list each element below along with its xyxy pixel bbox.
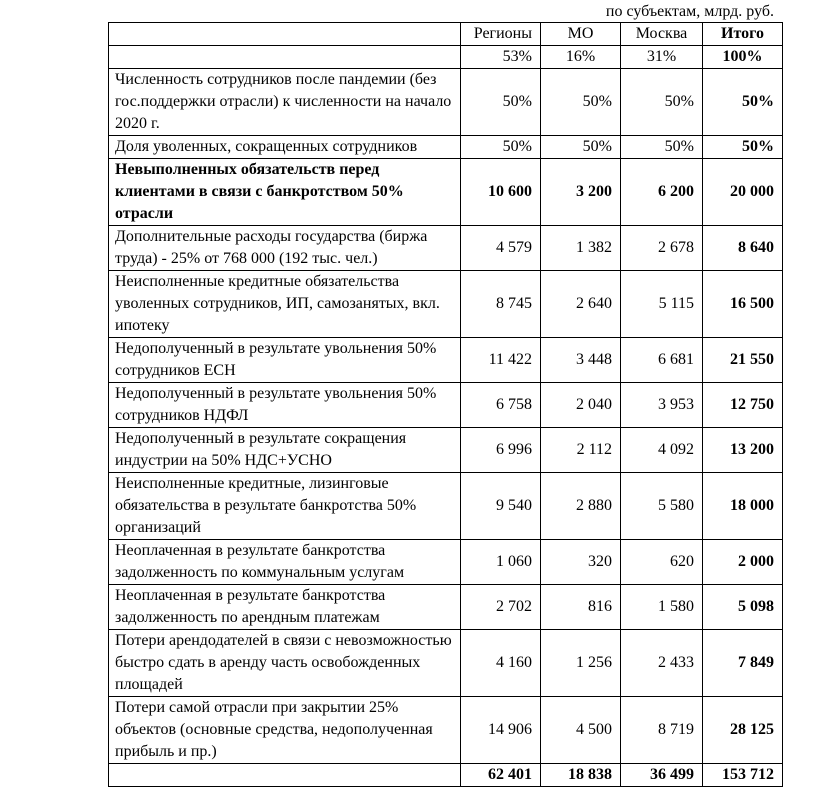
row-label: Численность сотрудников после пандемии (без гос.поддержки отрасли) к численности на начало 2020 г. [109, 69, 461, 136]
value-total: 21 550 [703, 338, 783, 383]
total-moscow: 36 499 [621, 764, 703, 787]
value-regions: 11 422 [461, 338, 541, 383]
row-label: Потери самой отрасли при закрытии 25% объектов (основные средства, недополученная прибыль и пр.) [109, 697, 461, 764]
value-total: 8 640 [703, 226, 783, 271]
value-moscow: 620 [621, 540, 703, 585]
share-regions: 53% [461, 46, 541, 69]
share-total: 100% [703, 46, 783, 69]
value-mo: 2 880 [541, 473, 621, 540]
value-moscow: 5 580 [621, 473, 703, 540]
table-row [109, 473, 783, 540]
value-moscow: 8 719 [621, 697, 703, 764]
value-total: 18 000 [703, 473, 783, 540]
row-label: Недополученный в результате увольнения 50% сотрудников ЕСН [109, 338, 461, 383]
value-total: 2 000 [703, 540, 783, 585]
table-row [109, 69, 783, 136]
totals-row [109, 764, 783, 787]
data-table [108, 22, 783, 787]
row-label: Дополнительные расходы государства (биржа труда) - 25% от 768 000 (192 тыс. чел.) [109, 226, 461, 271]
table-row [109, 428, 783, 473]
column-header-mo: МО [541, 23, 621, 46]
value-moscow: 5 115 [621, 271, 703, 338]
share-mo: 16% [541, 46, 621, 69]
value-moscow: 1 580 [621, 585, 703, 630]
value-total: 7 849 [703, 630, 783, 697]
value-regions: 10 600 [461, 159, 541, 226]
value-moscow: 4 092 [621, 428, 703, 473]
header-row [109, 23, 783, 46]
value-moscow: 2 433 [621, 630, 703, 697]
value-mo: 3 448 [541, 338, 621, 383]
value-regions: 4 579 [461, 226, 541, 271]
value-regions: 1 060 [461, 540, 541, 585]
table-body [109, 23, 783, 787]
shares-row [109, 46, 783, 69]
value-moscow: 6 200 [621, 159, 703, 226]
row-label: Потери арендодателей в связи с невозможностью быстро сдать в аренду часть освобожденных площадей [109, 630, 461, 697]
value-regions: 6 996 [461, 428, 541, 473]
value-mo: 50% [541, 69, 621, 136]
row-label: Неоплаченная в результате банкротства задолженность по арендным платежам [109, 585, 461, 630]
value-mo: 1 382 [541, 226, 621, 271]
value-regions: 50% [461, 69, 541, 136]
unit-note: по субъектам, млрд. руб. [605, 3, 774, 20]
total-total: 153 712 [703, 764, 783, 787]
header-corner-cell [109, 23, 461, 46]
value-mo: 1 256 [541, 630, 621, 697]
row-label: Недополученный в результате увольнения 50% сотрудников НДФЛ [109, 383, 461, 428]
value-total: 16 500 [703, 271, 783, 338]
value-moscow: 3 953 [621, 383, 703, 428]
value-total: 20 000 [703, 159, 783, 226]
value-total: 13 200 [703, 428, 783, 473]
value-regions: 8 745 [461, 271, 541, 338]
row-label: Неоплаченная в результате банкротства задолженность по коммунальным услугам [109, 540, 461, 585]
table-row [109, 338, 783, 383]
value-mo: 816 [541, 585, 621, 630]
shares-label-cell [109, 46, 461, 69]
table-row [109, 136, 783, 159]
value-regions: 14 906 [461, 697, 541, 764]
value-mo: 3 200 [541, 159, 621, 226]
column-header-total: Итого [703, 23, 783, 46]
value-total: 5 098 [703, 585, 783, 630]
row-label: Неисполненные кредитные, лизинговые обязательства в результате банкротства 50% организаций [109, 473, 461, 540]
row-label: Недополученный в результате сокращения индустрии на 50% НДС+УСНО [109, 428, 461, 473]
row-label: Неисполненные кредитные обязательства уволенных сотрудников, ИП, самозанятых, вкл. ипотеку [109, 271, 461, 338]
value-mo: 2 640 [541, 271, 621, 338]
value-mo: 320 [541, 540, 621, 585]
value-moscow: 2 678 [621, 226, 703, 271]
table-row [109, 585, 783, 630]
row-label: Доля уволенных, сокращенных сотрудников [109, 136, 461, 159]
share-moscow: 31% [621, 46, 703, 69]
value-moscow: 50% [621, 69, 703, 136]
value-mo: 4 500 [541, 697, 621, 764]
table-row [109, 159, 783, 226]
value-total: 50% [703, 136, 783, 159]
value-mo: 2 040 [541, 383, 621, 428]
row-label: Невыполненных обязательств перед клиентами в связи с банкротством 50% отрасли [109, 159, 461, 226]
value-regions: 2 702 [461, 585, 541, 630]
table-row [109, 540, 783, 585]
value-regions: 6 758 [461, 383, 541, 428]
value-regions: 4 160 [461, 630, 541, 697]
value-moscow: 50% [621, 136, 703, 159]
table-row [109, 697, 783, 764]
value-total: 12 750 [703, 383, 783, 428]
total-mo: 18 838 [541, 764, 621, 787]
value-mo: 50% [541, 136, 621, 159]
column-header-moscow: Москва [621, 23, 703, 46]
totals-label-cell [109, 764, 461, 787]
value-mo: 2 112 [541, 428, 621, 473]
value-moscow: 6 681 [621, 338, 703, 383]
total-regions: 62 401 [461, 764, 541, 787]
value-total: 50% [703, 69, 783, 136]
table-row [109, 630, 783, 697]
value-regions: 50% [461, 136, 541, 159]
value-total: 28 125 [703, 697, 783, 764]
value-regions: 9 540 [461, 473, 541, 540]
table-row [109, 383, 783, 428]
table-row [109, 271, 783, 338]
column-header-regions: Регионы [461, 23, 541, 46]
table-row [109, 226, 783, 271]
